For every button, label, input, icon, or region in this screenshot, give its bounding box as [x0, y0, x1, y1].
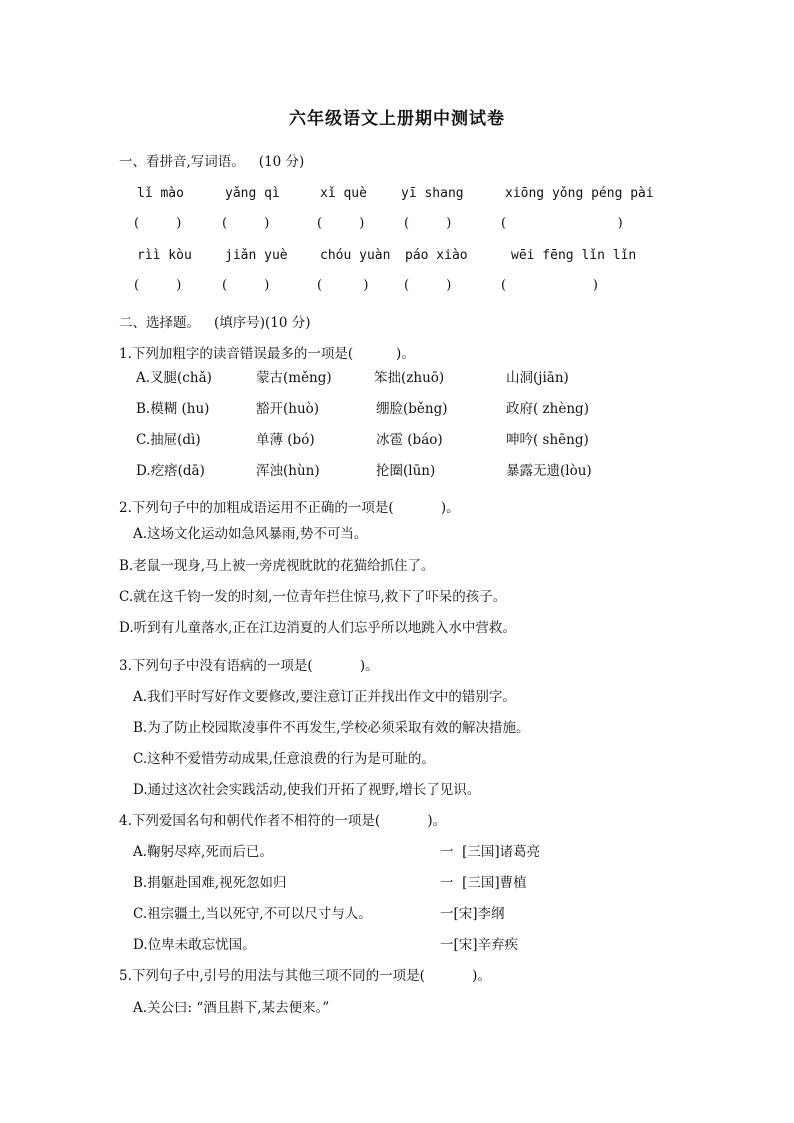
q1-option: 抡圈(lūn) — [376, 463, 436, 479]
q1-option: 冰雹 (báo) — [376, 432, 443, 448]
page-title: 六年级语文上册期中测试卷 — [289, 109, 505, 129]
q1-option: 蒙古(měng) — [256, 370, 332, 386]
q1-option: 山洞(jiān) — [506, 370, 569, 386]
q2-option-a: A.这场文化运动如急风暴雨,势不可当。 — [133, 526, 368, 542]
section-1-score: (10 分) — [258, 154, 305, 170]
q1-option: 豁开(huò) — [256, 401, 320, 417]
q1-option: 政府( zhèng) — [506, 401, 589, 417]
pinyin-item: xǐ què — [320, 186, 367, 201]
q4-author: 一 [三国]诸葛亮 — [440, 844, 541, 860]
pinyin-item: lǐ mào — [137, 186, 184, 201]
q4-quote: A.鞠躬尽瘁,死而后已。 — [133, 844, 273, 860]
q1-option: C.抽屉(dì) — [136, 432, 201, 448]
q3-option-b: B.为了防止校园欺凌事件不再发生,学校必须采取有效的解决措施。 — [133, 720, 530, 736]
pinyin-item: xiōng yǒng péng pài — [505, 186, 654, 201]
answer-blank[interactable]: ( ) — [404, 216, 452, 231]
q4-quote: D.位卑未敢忘忧国。 — [133, 937, 256, 953]
section-2-score: (填序号)(10 分) — [214, 315, 311, 331]
q3-option-c: C.这种不爱惜劳动成果,任意浪费的行为是可耻的。 — [133, 751, 435, 767]
pinyin-item: páo xiào — [405, 248, 468, 263]
q1-option: 暴露无遗(lòu) — [506, 463, 592, 479]
q2-option-d: D.听到有儿童落水,正在江边消夏的人们忘乎所以地跳入水中营救。 — [119, 620, 516, 636]
q1-option: 浑浊(hùn) — [256, 463, 320, 479]
section-1-heading — [119, 150, 304, 170]
answer-blank[interactable]: ( ) — [134, 216, 182, 231]
q3-option-d: D.通过这次社会实践活动,使我们开拓了视野,增长了见识。 — [133, 782, 481, 798]
q2-option-b: B.老鼠一现身,马上被一旁虎视眈眈的花猫给抓住了。 — [119, 558, 435, 574]
section-2-heading — [119, 311, 311, 331]
pinyin-item: yī shang — [401, 186, 464, 201]
pinyin-item: wēi fēng lǐn lǐn — [511, 248, 637, 263]
q1-option: 绷脸(běng) — [376, 401, 448, 417]
answer-blank[interactable]: ( ) — [501, 216, 623, 231]
pinyin-item: rìì kòu — [137, 248, 192, 263]
q3-option-a: A.我们平时写好作文要修改,要注意订正并找出作文中的错别字。 — [133, 689, 516, 705]
q1-option: 呻吟( shēng) — [506, 432, 589, 448]
answer-blank[interactable]: ( ) — [404, 278, 452, 293]
answer-blank[interactable]: ( ) — [134, 278, 182, 293]
q4-quote: C.祖宗疆土,当以死守,不可以尺寸与人。 — [133, 906, 372, 922]
q1-option: 单薄 (bó) — [256, 432, 315, 448]
q4-author: 一[宋]李纲 — [440, 906, 505, 922]
question-5-stem: 5.下列句子中,引号的用法与其他三项不同的一项是( )。 — [119, 968, 491, 984]
q1-option: A.叉腿(chǎ) — [136, 370, 212, 386]
question-1-stem: 1.下列加粗字的读音错误最多的一项是( )。 — [119, 346, 415, 362]
section-1-label: 一、看拼音,写词语。 — [119, 154, 245, 170]
answer-blank[interactable]: ( ) — [501, 278, 598, 293]
answer-blank[interactable]: ( ) — [222, 278, 270, 293]
question-4-stem: 4.下列爱国名句和朝代作者不相符的一项是( )。 — [119, 813, 447, 829]
q1-option: B.模糊 (hu) — [136, 401, 210, 417]
q1-option: 笨拙(zhuō) — [374, 370, 445, 386]
pinyin-item: yǎng qì — [225, 186, 280, 201]
q1-option: D.疙瘩(dā) — [136, 463, 205, 479]
answer-blank[interactable]: ( ) — [317, 216, 365, 231]
q4-author: 一 [三国]曹植 — [440, 875, 527, 891]
q4-quote: B.捐躯赴国难,视死忽如归 — [133, 875, 287, 891]
section-2-label: 二、选择题。 — [119, 315, 200, 331]
q4-author: 一[宋]辛弃疾 — [440, 937, 519, 953]
pinyin-item: jiǎn yuè — [225, 248, 288, 263]
pinyin-item: chóu yuàn — [320, 248, 391, 263]
question-2-stem: 2.下列句子中的加粗成语运用不正确的一项是( )。 — [119, 500, 460, 516]
answer-blank[interactable]: ( ) — [317, 278, 369, 293]
q5-option-a: A.关公曰: “酒且斟下,某去便来。” — [133, 1000, 330, 1016]
q2-option-c: C.就在这千钧一发的时刻,一位青年拦住惊马,救下了吓呆的孩子。 — [119, 589, 507, 605]
answer-blank[interactable]: ( ) — [222, 216, 270, 231]
question-3-stem: 3.下列句子中没有语病的一项是( )。 — [119, 658, 379, 674]
